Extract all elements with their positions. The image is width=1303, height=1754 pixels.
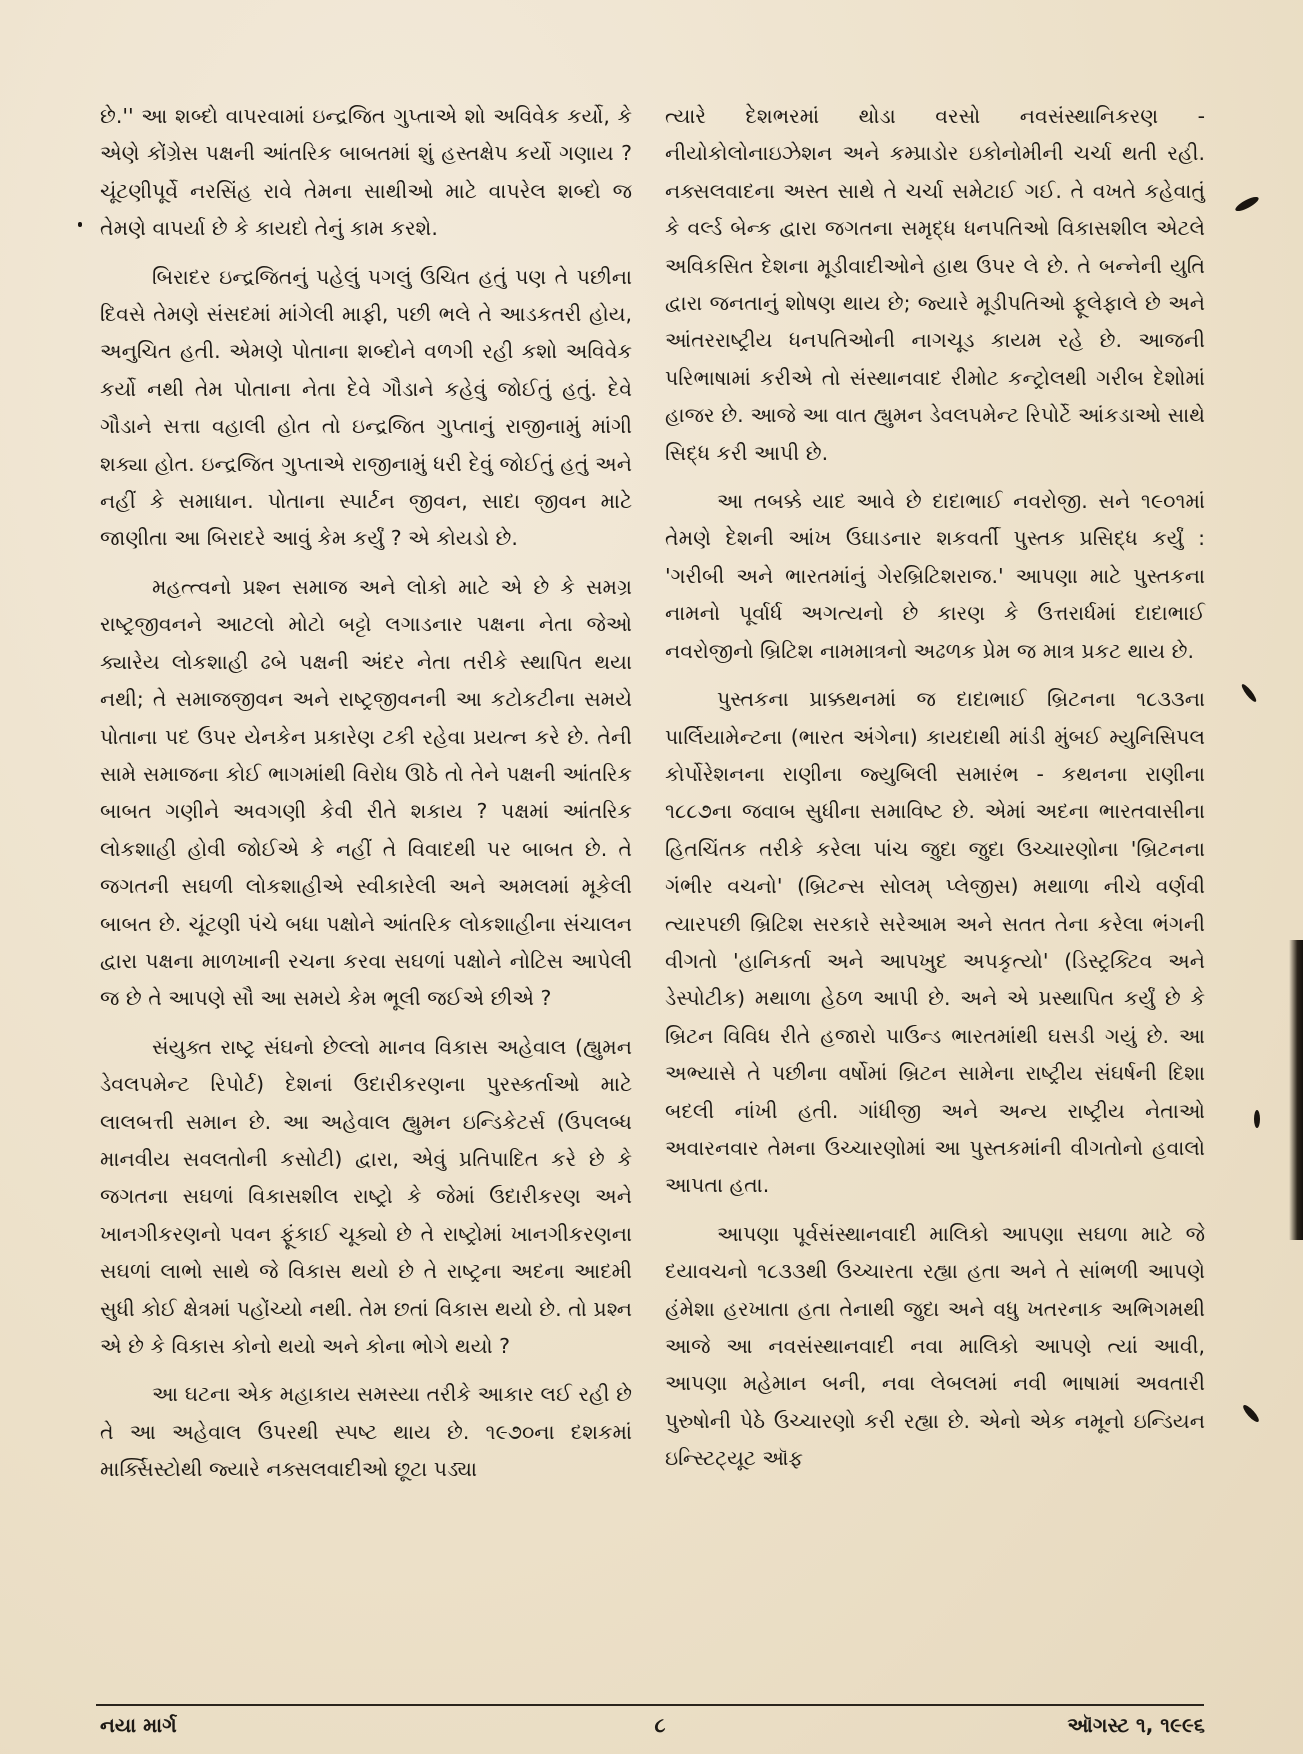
issue-date: ઑગસ્ટ ૧, ૧૯૯૬ bbox=[1067, 1713, 1205, 1737]
footer-divider bbox=[96, 1704, 1204, 1706]
page-edge-shadow bbox=[1289, 940, 1303, 1240]
left-column bbox=[100, 98, 632, 1489]
page-number: ૮ bbox=[654, 1713, 666, 1737]
paragraph: ત્યારે દેશભરમાં થોડા વરસો નવસંસ્થાનિકરણ - નીયોકોલોનાઇઝેશન અને કમ્પ્રાડોર ઇકોનોમીની ચર્ચા થતી રહી. નક્સલવાદના અસ્ત સાથે તે ચર્ચા સમેટાઈ ગઈ. તે વખતે કહેવાતું કે વર્લ્ડ બેન્ક દ્વારા જગતના સમૃદ્ધ ધનપતિઓ વિકાસશીલ એટલે અવિકસિત દેશના મૂડીવાદીઓને હાથ ઉપર લે છે. તે બન્નેની યુતિ દ્વારા જનતાનું શોષણ થાય છે; જ્યારે મૂડીપતિઓ ફૂલેફાલે છે અને આંતરરાષ્ટ્રીય ધનપતિઓની નાગચૂડ કાયમ રહે છે. આજની પરિભાષામાં કરીએ તો સંસ્થાનવાદ રીમોટ કન્ટ્રોલથી ગરીબ દેશોમાં હાજર છે. આજે આ વાત હ્યુમન ડેવલપમેન્ટ રિપોર્ટે આંકડાઓ સાથે સિદ્ધ કરી આપી છે. bbox=[665, 104, 1205, 465]
scan-speck-mark bbox=[1240, 682, 1258, 703]
scan-speck-mark bbox=[1234, 194, 1261, 213]
paragraph: છે.'' આ શબ્દો વાપરવામાં ઇન્દ્રજિત ગુપ્તાએ શો અવિવેક કર્યો, કે એણે કોંગ્રેસ પક્ષની આંતરિક બાબતમાં શું હસ્તક્ષેપ કર્યો ગણાય ? ચૂંટણીપૂર્વે નરસિંહ રાવે તેમના સાથીઓ માટે વાપરેલ શબ્દો જ તેમણે વાપર્યા છે કે કાયદો તેનું કામ કરશે. bbox=[100, 104, 632, 241]
paragraph: બિરાદર ઇન્દ્રજિતનું પહેલું પગલું ઉચિત હતું પણ તે પછીના દિવસે તેમણે સંસદમાં માંગેલી માફી, પછી ભલે તે આડકતરી હોય, અનુચિત હતી. એમણે પોતાના શબ્દોને વળગી રહી કશો અવિવેક કર્યો નથી તેમ પોતાના નેતા દેવે ગૌડાને કહેવું જોઈતું હતું. દેવે ગૌડાને સત્તા વહાલી હોત તો ઇન્દ્રજિત ગુપ્તાનું રાજીનામું માંગી શક્યા હોત. ઇન્દ્રજિત ગુપ્તાએ રાજીનામું ધરી દેવું જોઈતું હતું અને નહીં કે સમાધાન. પોતાના સ્પાર્ટન જીવન, સાદા જીવન માટે જાણીતા આ બિરાદરે આવું કેમ કર્યું ? એ કોયડો છે. bbox=[100, 264, 632, 551]
paragraph: મહત્ત્વનો પ્રશ્ન સમાજ અને લોકો માટે એ છે કે સમગ્ર રાષ્ટ્રજીવનને આટલો મોટો બટ્ટો લગાડનાર પક્ષના નેતા જેઓ ક્યારેય લોકશાહી ઢબે પક્ષની અંદર નેતા તરીકે સ્થાપિત થયા નથી; તે સમાજજીવન અને રાષ્ટ્રજીવનની આ કટોકટીના સમયે પોતાના પદ ઉપર યેનકેન પ્રકારેણ ટકી રહેવા પ્રયત્ન કરે છે. તેની સામે સમાજના કોઈ ભાગમાંથી વિરોધ ઊઠે તો તેને પક્ષની આંતરિક બાબત ગણીને અવગણી કેવી રીતે શકાય ? પક્ષમાં આંતરિક લોકશાહી હોવી જોઈએ કે નહીં તે વિવાદથી પર બાબત છે. તે જગતની સઘળી લોકશાહીએ સ્વીકારેલી અને અમલમાં મૂકેલી બાબત છે. ચૂંટણી પંચે બધા પક્ષોને આંતરિક લોકશાહીના સંચાલન દ્વારા પક્ષના માળખાની રચના કરવા સઘળાં પક્ષોને નોટિસ આપેલી જ છે તે આપણે સૌ આ સમયે કેમ ભૂલી જઈએ છીએ ? bbox=[100, 574, 632, 1011]
scan-speck-mark bbox=[1254, 1110, 1260, 1128]
paragraph: આ તબક્કે યાદ આવે છે દાદાભાઈ નવરોજી. સને ૧૯૦૧માં તેમણે દેશની આંખ ઉઘાડનાર શકવર્તી પુસ્તક પ્રસિદ્ધ કર્યું : 'ગરીબી અને ભારતમાંનું ગેરબ્રિટિશરાજ.' આપણા માટે પુસ્તકના નામનો પૂર્વાર્ધ અગત્યનો છે કારણ કે ઉત્તરાર્ધમાં દાદાભાઈ નવરોજીનો બ્રિટિશ નામમાત્રનો અઢળક પ્રેમ જ માત્ર પ્રકટ થાય છે. bbox=[665, 489, 1205, 663]
publication-name: નયા માર્ગ bbox=[100, 1713, 177, 1737]
scan-speck-mark bbox=[1241, 1403, 1261, 1424]
right-column bbox=[665, 98, 1205, 1478]
paragraph: આ ઘટના એક મહાકાય સમસ્યા તરીકે આકાર લઈ રહી છે તે આ અહેવાલ ઉપરથી સ્પષ્ટ થાય છે. ૧૯૭૦ના દશકમાં માર્ક્સિસ્ટોથી જ્યારે નક્સલવાદીઓ છૂટા પડ્યા bbox=[100, 1382, 632, 1482]
paragraph: પુસ્તકના પ્રાક્કથનમાં જ દાદાભાઈ બ્રિટનના ૧૮૩૩ના પાર્લિયામેન્ટના (ભારત અંગેના) કાયદાથી માંડી મુંબઈ મ્યુનિસિપલ કોર્પોરેશનના રાણીના જ્યુબિલી સમારંભ - કથનના રાણીના ૧૮૮૭ના જવાબ સુધીના સમાવિષ્ટ છે. એમાં અદના ભારતવાસીના હિતચિંતક તરીકે કરેલા પાંચ જુદા જુદા ઉચ્ચારણોના 'બ્રિટનના ગંભીર વચનો' (બ્રિટન્સ સોલમ્ પ્લેજીસ) મથાળા નીચે વર્ણવી ત્યારપછી બ્રિટિશ સરકારે સરેઆમ અને સતત તેના કરેલા ભંગની વીગતો 'હાનિકર્તા અને આપખુદ અપકૃત્યો' (ડિસ્ટ્રક્ટિવ અને ડેસ્પોટીક) મથાળા હેઠળ આપી છે. અને એ પ્રસ્થાપિત કર્યું છે કે બ્રિટન વિવિધ રીતે હજારો પાઉન્ડ ભારતમાંથી ઘસડી ગયું છે. આ અભ્યાસે તે પછીના વર્ષોમાં બ્રિટન સામેના રાષ્ટ્રીય સંઘર્ષની દિશા બદલી નાંખી હતી. ગાંધીજી અને અન્ય રાષ્ટ્રીય નેતાઓ અવારનવાર તેમના ઉચ્ચારણોમાં આ પુસ્તકમાંની વીગતોનો હવાલો આપતા હતા. bbox=[665, 687, 1205, 1198]
paragraph: આપણા પૂર્વસંસ્થાનવાદી માલિકો આપણા સઘળા માટે જે દયાવચનો ૧૮૩૩થી ઉચ્ચારતા રહ્યા હતા અને તે સાંભળી આપણે હંમેશા હરખાતા હતા તેનાથી જુદા અને વધુ ખતરનાક અભિગમથી આજે આ નવસંસ્થાનવાદી નવા માલિકો આપણે ત્યાં આવી, આપણા મહેમાન બની, નવા લેબલમાં નવી ભાષામાં અવતારી પુરુષોની પેઠે ઉચ્ચારણો કરી રહ્યા છે. એનો એક નમૂનો ઇન્ડિયન ઇન્સ્ટિટ્યૂટ ઑફ bbox=[665, 1221, 1205, 1471]
paragraph: સંયુક્ત રાષ્ટ્ર સંઘનો છેલ્લો માનવ વિકાસ અહેવાલ (હ્યુમન ડેવલપમેન્ટ રિપોર્ટ) દેશનાં ઉદારીકરણના પુરસ્કર્તાઓ માટે લાલબત્તી સમાન છે. આ અહેવાલ હ્યુમન ઇન્ડિકેટર્સ (ઉપલબ્ધ માનવીય સવલતોની કસોટી) દ્વારા, એવું પ્રતિપાદિત કરે છે કે જગતના સઘળાં વિકાસશીલ રાષ્ટ્રો કે જેમાં ઉદારીકરણ અને ખાનગીકરણનો પવન ફૂંકાઈ ચૂક્યો છે તે રાષ્ટ્રોમાં ખાનગીકરણના સઘળાં લાભો સાથે જે વિકાસ થયો છે તે રાષ્ટ્રના અદના આદમી સુધી કોઈ ક્ષેત્રમાં પહોંચ્યો નથી. તેમ છતાં વિકાસ થયો છે. તો પ્રશ્ન એ છે કે વિકાસ કોનો થયો અને કોના ભોગે થયો ? bbox=[100, 1034, 632, 1358]
scan-speck-mark bbox=[78, 222, 82, 227]
